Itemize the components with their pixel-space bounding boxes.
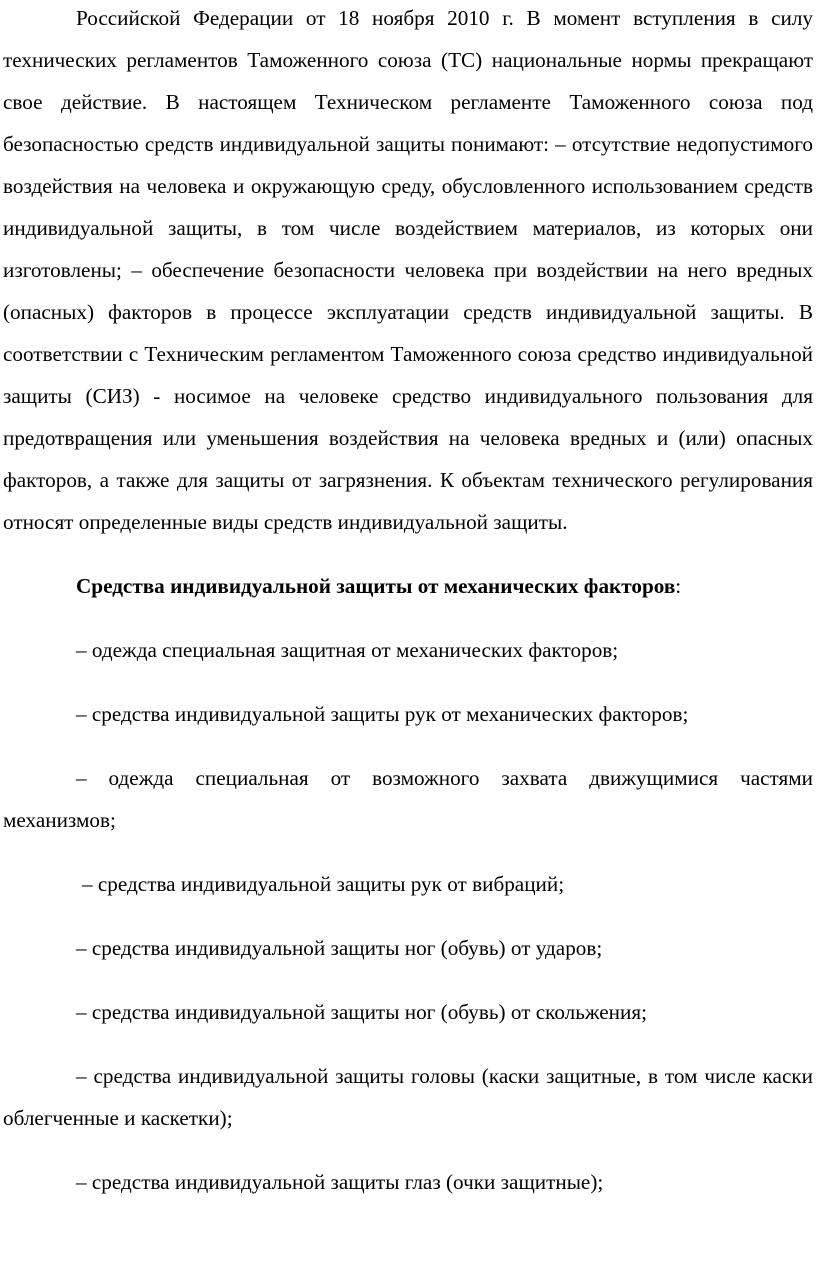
list-item: – одежда специальная защитная от механических факторов; [76,638,619,662]
section-heading-suffix: : [675,574,682,598]
list-item: – средства индивидуальной защиты глаз (очки защитные); [76,1170,604,1194]
list-item: – средства индивидуальной защиты рук от вибраций; [82,872,565,896]
list-item: – одежда специальная от возможного захвата движущимися частями механизмов; [3,766,813,832]
section-heading-line [3,565,813,607]
list-item: – средства индивидуальной защиты ног (обувь) от скольжения; [76,1000,647,1024]
list-item: – средства индивидуальной защиты головы (каски защитные, в том числе каски облегченные и каскетки); [3,1064,813,1130]
list-item: – средства индивидуальной защиты рук от механических факторов; [76,702,689,726]
list-item: – средства индивидуальной защиты ног (обувь) от ударов; [76,936,603,960]
intro-paragraph: Российской Федерации от 18 ноября 2010 г. В момент вступления в силу технических регламентов Таможенного союза (ТС) национальные нормы прекращают свое действие. В настоящем Техническом регламенте Таможенного союза под безопасностью средств индивидуальной защиты понимают: – отсутствие недопустимого воздействия на человека и окружающую среду, обусловленного использованием средств индивидуальной защиты, в том числе воздействием материалов, из которых они изготовлены; – обеспечение безопасности человека при воздействии на него вредных (опасных) факторов в процессе эксплуатации средств индивидуальной защиты. В соответствии с Техническим регламентом Таможенного союза средство индивидуальной защиты (СИЗ) - носимое на человеке средство индивидуального пользования для предотвращения или уменьшения воздействия на человека вредных и (или) опасных факторов, а также для защиты от загрязнения. К объектам технического регулирования относят определенные виды средств индивидуальной защиты. [3,6,813,534]
section-heading: Средства индивидуальной защиты от механических факторов [76,574,676,598]
